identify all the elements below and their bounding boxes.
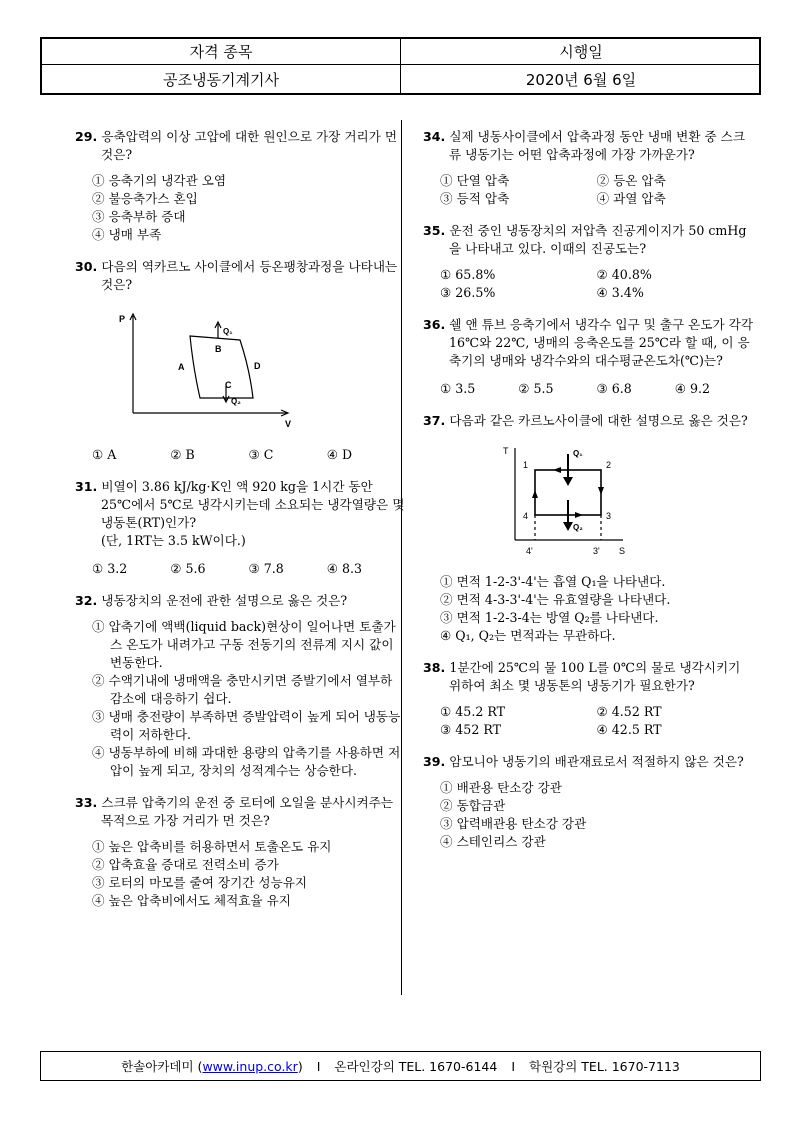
option: ③ C — [248, 447, 274, 462]
option: ④ 9.2 — [674, 381, 711, 396]
question-number: 38. — [423, 660, 446, 675]
footer-offline: 학원강의 TEL. 1670-7113 — [529, 1059, 680, 1074]
footer: 한솔아카데미 ( www.inup.co.kr ) I 온라인강의 TEL. 1670-6144 I 학원강의 TEL. 1670-7113 — [40, 1051, 761, 1081]
question-number: 32. — [75, 593, 98, 608]
question-38 — [423, 659, 753, 739]
option: ① 3.5 — [440, 381, 476, 396]
option: ② 5.6 — [170, 561, 206, 576]
option: ④ 과열 압축 — [596, 191, 666, 206]
question-text: 스크류 압축기의 운전 중 로터에 오일을 분사시켜주는 목적으로 가장 거리가 먼 것은? — [101, 795, 393, 828]
question-35 — [423, 222, 753, 302]
point-4: 4 — [523, 511, 529, 521]
question-text: 응축압력의 이상 고압에 대한 원인으로 가장 거리가 먼 것은? — [101, 129, 397, 162]
option: ④ 냉동부하에 비해 과대한 용량의 압축기를 사용하면 저압이 높게 되고, 장치의 성적계수는 상승한다. — [92, 745, 401, 778]
option: ② 수액기내에 냉매액을 충만시키면 증발기에서 열부하 감소에 대응하기 쉽다. — [92, 673, 393, 706]
label-q2: Q₂ — [231, 397, 241, 406]
question-number: 33. — [75, 795, 98, 810]
option: ③ 로터의 마모를 줄여 장기간 성능유지 — [92, 875, 308, 890]
question-number: 34. — [423, 129, 446, 144]
date-value: 2020년 6월 6일 — [525, 71, 637, 89]
question-32 — [75, 592, 405, 780]
option: ④ 높은 압축비에서도 체적효율 유지 — [92, 893, 291, 908]
label-b: B — [215, 344, 222, 354]
option: ④ 42.5 RT — [596, 722, 662, 737]
option: ② 면적 4-3-3'-4'는 유효열량을 나타낸다. — [440, 592, 671, 607]
option: ④ 8.3 — [326, 561, 363, 576]
footer-academy: 한솔아카데미 — [121, 1059, 194, 1074]
option: ③ 등적 압축 — [440, 191, 510, 206]
option: ② 5.5 — [518, 381, 554, 396]
left-column — [75, 128, 405, 924]
option: ③ 6.8 — [596, 381, 632, 396]
subject-value: 공조냉동기계기사 — [163, 71, 279, 89]
header-table — [40, 37, 761, 95]
option: ③ 452 RT — [440, 722, 501, 737]
question-36 — [423, 316, 753, 398]
option: ① 3.2 — [92, 561, 128, 576]
question-text: 냉동장치의 운전에 관한 설명으로 옳은 것은? — [101, 593, 348, 608]
footer-separator: I — [511, 1058, 516, 1074]
date-label: 시행일 — [559, 43, 603, 61]
point-1: 1 — [523, 460, 529, 470]
option: ③ 응축부하 증대 — [92, 209, 186, 224]
point-3: 3 — [606, 511, 612, 521]
option: ② 40.8% — [596, 267, 652, 282]
option: ② 불응축가스 혼입 — [92, 191, 198, 206]
axis-label-p: P — [119, 314, 126, 324]
label-c: C — [225, 380, 232, 390]
option: ③ 7.8 — [248, 561, 284, 576]
option: ④ 3.4% — [596, 285, 644, 300]
axis-label-t: T — [503, 446, 509, 456]
question-number: 39. — [423, 754, 446, 769]
label-a: A — [178, 362, 185, 372]
option: ① 45.2 RT — [440, 704, 505, 719]
question-text: 비열이 3.86 kJ/kg·K인 액 920 kg을 1시간 동안 25℃에서 5℃로 냉각시키는데 소요되는 냉각열량은 몇 냉동톤(RT)인가? — [101, 479, 405, 530]
option: ③ 압력배관용 탄소강 강관 — [440, 816, 587, 831]
question-31 — [75, 478, 405, 578]
question-number: 30. — [75, 259, 98, 274]
question-text: 1분간에 25℃의 물 100 L를 0℃의 물로 냉각시키기 위하여 최소 몇 냉동톤의 냉동기가 필요한가? — [449, 660, 741, 693]
question-29 — [75, 128, 405, 244]
carnot-ts-chart — [423, 442, 653, 560]
option: ② B — [170, 447, 195, 462]
question-number: 31. — [75, 479, 98, 494]
option: ④ D — [326, 447, 353, 462]
option: ① A — [92, 447, 117, 462]
question-text: 암모니아 냉동기의 배관재료로서 적절하지 않은 것은? — [449, 754, 744, 769]
point-4-prime: 4' — [526, 546, 533, 556]
option: ① 65.8% — [440, 267, 496, 282]
ts-diagram — [423, 442, 753, 565]
option: ④ 스테인리스 강관 — [440, 834, 546, 849]
option: ② 등온 압축 — [596, 173, 666, 188]
option: ② 압축효율 증대로 전력소비 증가 — [92, 857, 279, 872]
question-number: 35. — [423, 223, 446, 238]
subject-label: 자격 종목 — [189, 43, 253, 61]
label-q2: Q₂ — [573, 523, 583, 532]
reverse-carnot-pv-chart — [75, 306, 315, 431]
question-30 — [75, 258, 405, 464]
right-column — [423, 128, 753, 865]
option: ③ 냉매 충전량이 부족하면 증발압력이 높게 되어 냉동능력이 저하한다. — [92, 709, 401, 742]
point-3-prime: 3' — [593, 546, 600, 556]
pv-diagram — [75, 306, 405, 436]
point-2: 2 — [606, 460, 612, 470]
option: ③ 면적 1-2-3-4는 방열 Q₂를 나타낸다. — [440, 610, 659, 625]
question-text: 다음의 역카르노 사이클에서 등온팽창과정을 나타내는 것은? — [101, 259, 398, 292]
option: ④ 냉매 부족 — [92, 227, 162, 242]
option: ① 배관용 탄소강 강관 — [440, 780, 562, 795]
axis-label-v: V — [285, 419, 292, 429]
question-note: (단, 1RT는 3.5 kW이다.) — [101, 533, 246, 548]
option: ① 압축기에 액백(liquid back)현상이 일어나면 토출가스 온도가 내려가고 구동 전동기의 전류계 지시 값이 변동한다. — [92, 619, 396, 670]
option: ① 응축기의 냉각관 오염 — [92, 173, 227, 188]
question-34 — [423, 128, 753, 208]
footer-online: 온라인강의 TEL. 1670-6144 — [334, 1059, 498, 1074]
question-text: 다음과 같은 카르노사이클에 대한 설명으로 옳은 것은? — [449, 413, 748, 428]
question-37 — [423, 412, 753, 645]
option: ② 4.52 RT — [596, 704, 662, 719]
option: ① 높은 압축비를 허용하면서 토출온도 유지 — [92, 839, 332, 854]
option: ① 단열 압축 — [440, 173, 510, 188]
question-number: 36. — [423, 317, 446, 332]
question-39 — [423, 753, 753, 851]
option: ③ 26.5% — [440, 285, 496, 300]
question-text: 실제 냉동사이클에서 압축과정 동안 냉매 변환 중 스크류 냉동기는 어떤 압축과정에 가장 가까운가? — [449, 129, 745, 162]
label-d: D — [254, 361, 261, 371]
question-text: 쉘 앤 튜브 응축기에서 냉각수 입구 및 출구 온도가 각각 16℃와 22℃, 냉매의 응축온도를 25℃라 할 때, 이 응축기의 냉매와 냉각수와의 대수평균온도차(℃)는? — [449, 317, 753, 368]
question-text: 운전 중인 냉동장치의 저압측 진공게이지가 50 cmHg을 나타내고 있다. 이때의 진공도는? — [449, 223, 747, 256]
option: ① 면적 1-2-3'-4'는 흡열 Q₁을 나타낸다. — [440, 574, 666, 589]
question-number: 29. — [75, 129, 98, 144]
label-q1: Q₁ — [223, 327, 233, 336]
option: ④ Q₁, Q₂는 면적과는 무관하다. — [440, 628, 616, 643]
option: ② 동합금관 — [440, 798, 506, 813]
question-33 — [75, 794, 405, 910]
label-q1: Q₁ — [573, 449, 583, 458]
footer-separator: I — [316, 1058, 321, 1074]
footer-url-link[interactable]: www.inup.co.kr — [202, 1058, 298, 1074]
axis-label-s: S — [619, 546, 626, 556]
question-number: 37. — [423, 413, 446, 428]
